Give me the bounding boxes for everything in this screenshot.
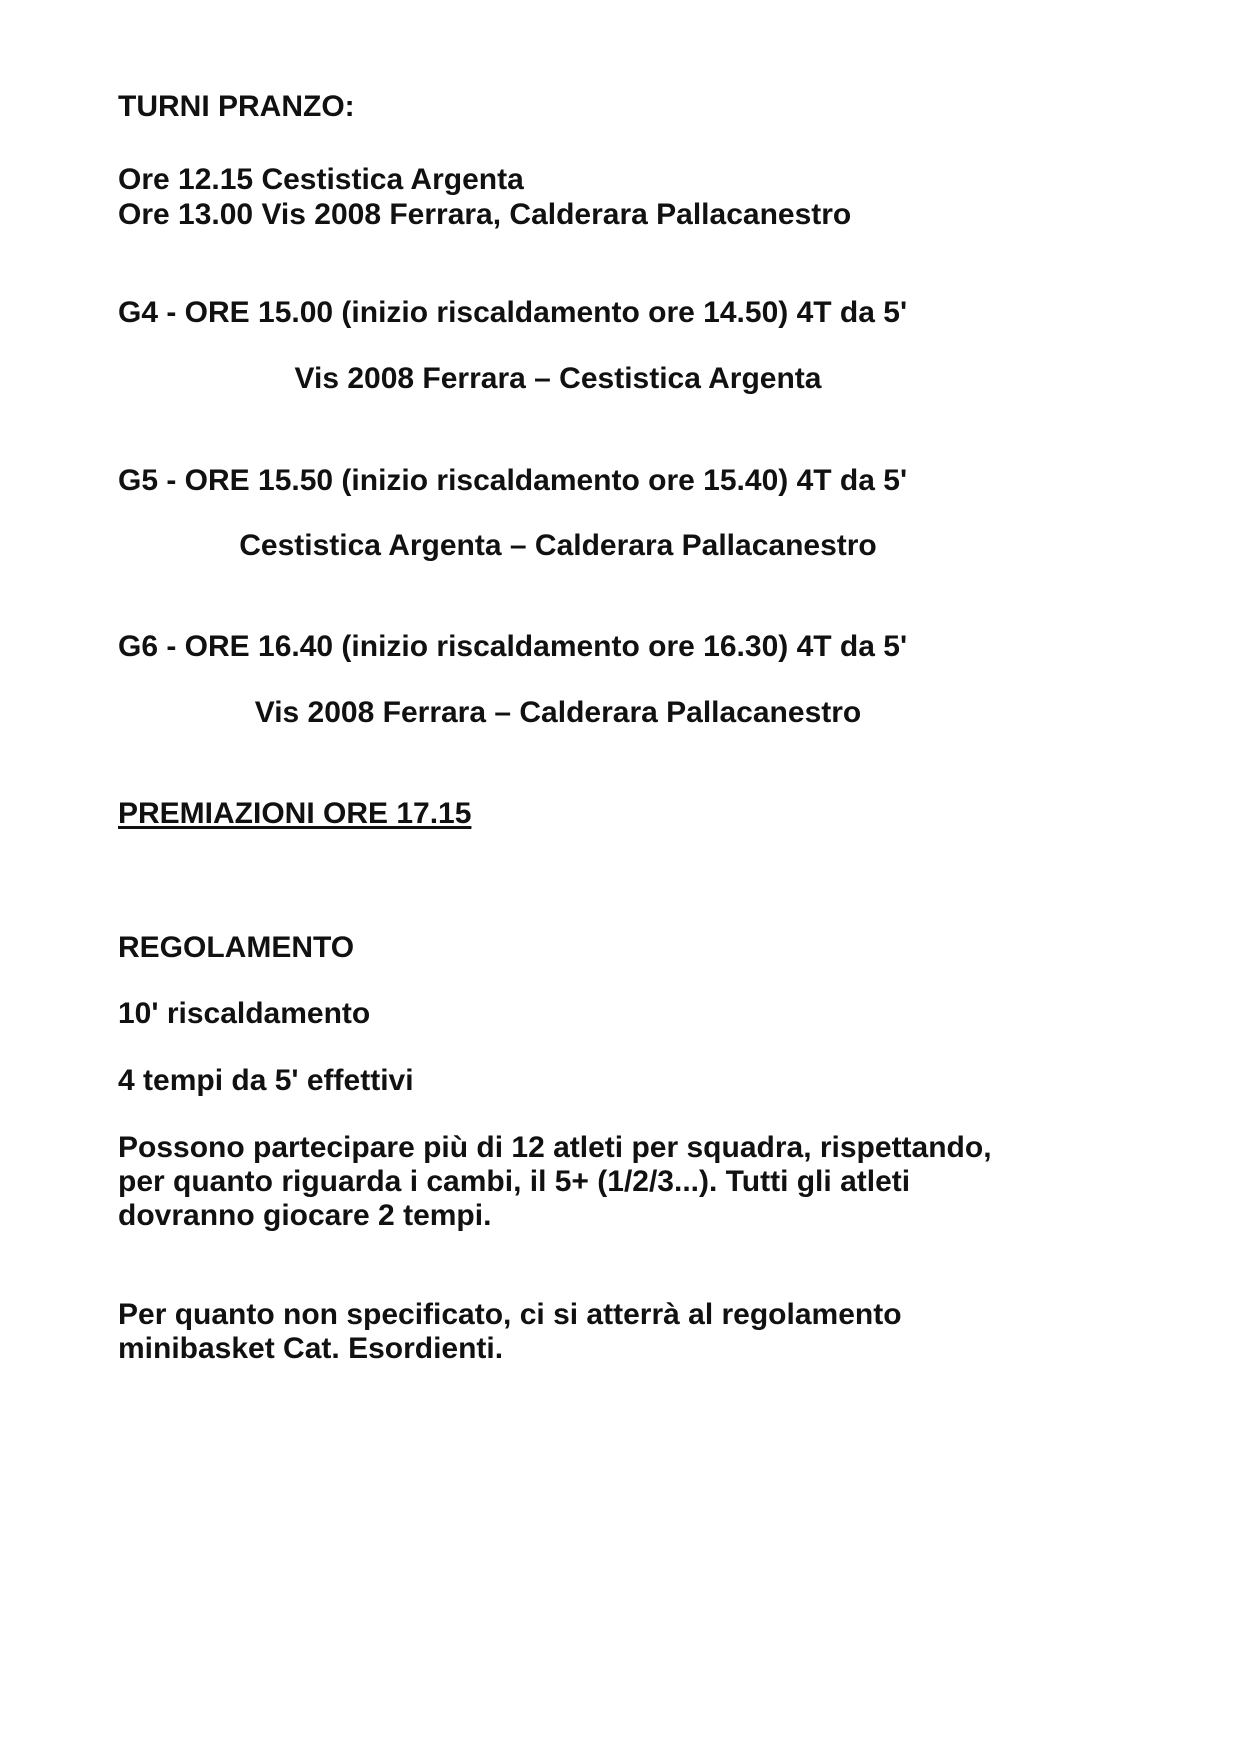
lunch-heading: TURNI PRANZO: — [118, 90, 355, 123]
rules-unspecified-line-2: minibasket Cat. Esordienti. — [118, 1332, 504, 1365]
rules-periods: 4 tempi da 5' effettivi — [118, 1064, 414, 1097]
rules-unspecified-line-1: Per quanto non specificato, ci si atterrà al regolamento — [118, 1298, 902, 1331]
game-g4-matchup: Vis 2008 Ferrara – Cestistica Argenta — [294, 362, 822, 395]
awards-time: PREMIAZIONI ORE 17.15 — [118, 797, 472, 830]
lunch-turn-1: Ore 12.15 Cestistica Argenta — [118, 163, 524, 196]
rules-participation-line-2: per quanto riguarda i cambi, il 5+ (1/2/3...). Tutti gli atleti — [118, 1165, 911, 1198]
rules-warmup: 10' riscaldamento — [118, 997, 371, 1030]
game-g5-header: G5 - ORE 15.50 (inizio riscaldamento ore 15.40) 4T da 5' — [118, 464, 908, 497]
rules-participation-line-1: Possono partecipare più di 12 atleti per squadra, rispettando, — [118, 1131, 992, 1164]
game-g5-matchup: Cestistica Argenta – Calderara Pallacanestro — [239, 529, 877, 562]
game-g6-header: G6 - ORE 16.40 (inizio riscaldamento ore 16.30) 4T da 5' — [118, 630, 908, 663]
game-g6-matchup: Vis 2008 Ferrara – Calderara Pallacanestro — [254, 696, 862, 729]
lunch-turn-2: Ore 13.00 Vis 2008 Ferrara, Calderara Pallacanestro — [118, 198, 852, 231]
rules-participation-line-3: dovranno giocare 2 tempi. — [118, 1199, 492, 1232]
rules-heading: REGOLAMENTO — [118, 931, 355, 964]
game-g4-header: G4 - ORE 15.00 (inizio riscaldamento ore 14.50) 4T da 5' — [118, 296, 908, 329]
